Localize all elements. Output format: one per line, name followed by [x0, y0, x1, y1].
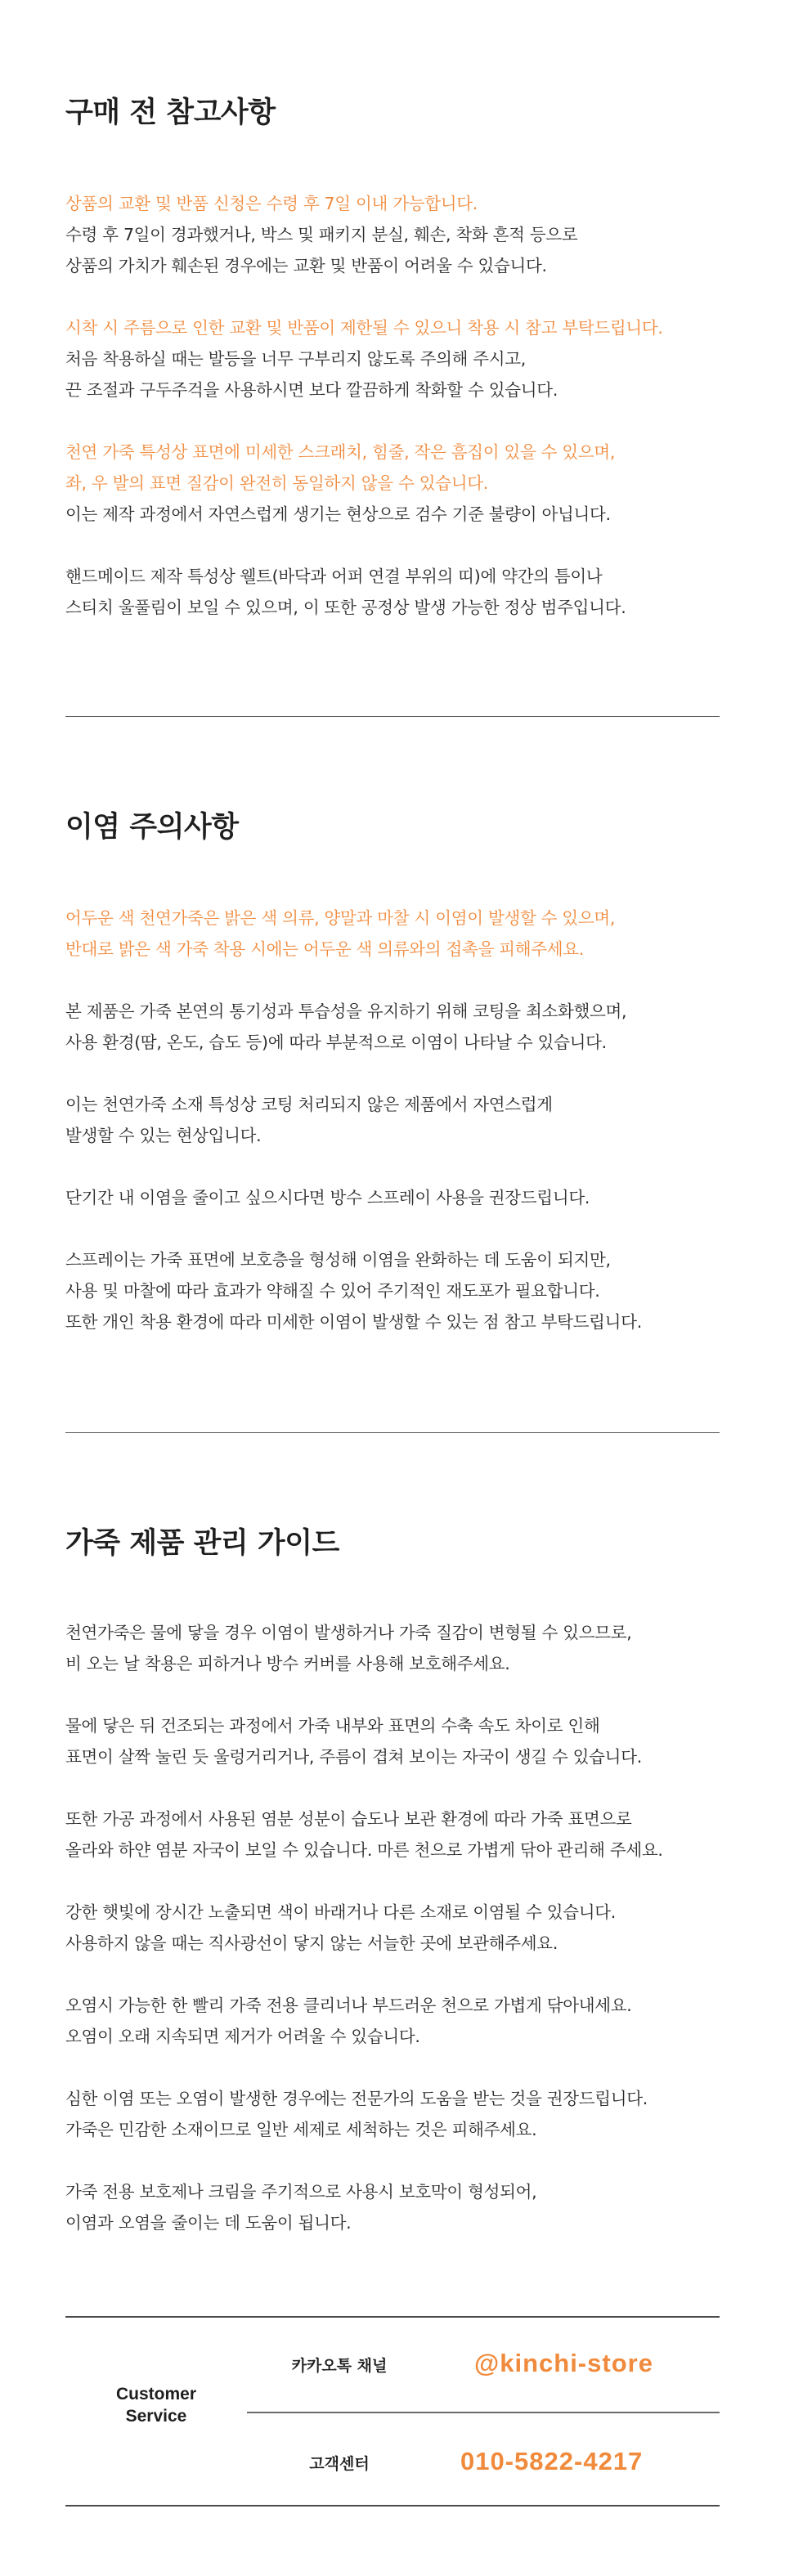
- section-title-care-guide: 가죽 제품 관리 가이드: [65, 1527, 339, 1560]
- kakao-channel-link[interactable]: @kinchi-store: [474, 2349, 653, 2377]
- text-line: 발생할 수 있는 현상입니다.: [65, 1126, 262, 1145]
- text-line: 스티치 울풀림이 보일 수 있으며, 이 또한 공정상 발생 가능한 정상 범주입니다.: [65, 598, 626, 617]
- text-line: 사용하지 않을 때는 직사광선이 닿지 않는 서늘한 곳에 보관해주세요.: [65, 1933, 558, 1953]
- section-divider: [65, 1432, 720, 1433]
- paragraph: [65, 1803, 720, 1866]
- highlight-text-line: 천연 가죽 특성상 표면에 미세한 스크래치, 힘줄, 작은 흠집이 있을 수 있으며,: [65, 442, 616, 462]
- text-line: 올라와 하얀 염분 자국이 보일 수 있습니다. 마른 천으로 가볍게 닦아 관리해 주세요.: [65, 1840, 663, 1860]
- customer-service-label: [65, 2383, 247, 2427]
- text-line: 또한 가공 과정에서 사용된 염분 성분이 습도나 보관 환경에 따라 가죽 표면으로: [65, 1809, 632, 1829]
- paragraph: [65, 1182, 720, 1213]
- section-title-color-transfer: 이염 주의사항: [65, 811, 239, 844]
- text-line: 이는 천연가죽 소재 특성상 코팅 처리되지 않은 제품에서 자연스럽게: [65, 1095, 553, 1114]
- highlight-text-line: 시착 시 주름으로 인한 교환 및 반품이 제한될 수 있으니 착용 시 참고 부탁드립니다.: [65, 318, 663, 338]
- paragraph: [65, 437, 720, 530]
- text-line: 이염과 오염을 줄이는 데 도움이 됩니다.: [65, 2213, 352, 2233]
- paragraph: [65, 1244, 720, 1337]
- kakao-channel-label: 카카오톡 채널: [291, 2357, 388, 2375]
- text-line: 단기간 내 이염을 줄이고 싶으시다면 방수 스프레이 사용을 권장드립니다.: [65, 1188, 590, 1207]
- color-transfer-body: [65, 903, 720, 1337]
- paragraph: [65, 1089, 720, 1151]
- section-title-purchase-notes: 구매 전 참고사항: [65, 96, 276, 129]
- paragraph: [65, 188, 720, 281]
- highlight-text-line: 좌, 우 발의 표면 질감이 완전히 동일하지 않을 수 있습니다.: [65, 473, 488, 493]
- text-line: 사용 환경(땀, 온도, 습도 등)에 따라 부분적으로 이염이 나타날 수 있습니다.: [65, 1033, 607, 1052]
- text-line: 사용 및 마찰에 따라 효과가 약해질 수 있어 주기적인 재도포가 필요합니다.: [65, 1281, 600, 1301]
- paragraph: [65, 1710, 720, 1772]
- paragraph: [65, 561, 720, 623]
- customer-service-label-line1: Customer: [115, 2385, 197, 2404]
- text-line: 이는 제작 과정에서 자연스럽게 생기는 현상으로 검수 기준 불량이 아닙니다.: [65, 504, 611, 524]
- paragraph: [65, 996, 720, 1058]
- paragraph: [65, 1897, 720, 1959]
- highlight-text-line: 반대로 밝은 색 가죽 착용 시에는 어두운 색 의류와의 접촉을 피해주세요.: [65, 939, 584, 959]
- text-line: 끈 조절과 구두주걱을 사용하시면 보다 깔끔하게 착화할 수 있습니다.: [65, 380, 558, 400]
- paragraph: [65, 2083, 720, 2145]
- section-divider: [65, 716, 720, 717]
- text-line: 핸드메이드 제작 특성상 웰트(바닥과 어퍼 연결 부위의 띠)에 약간의 틈이나: [65, 567, 603, 586]
- purchase-notes-body: [65, 188, 720, 623]
- table-top-border: [65, 2316, 720, 2318]
- table-bottom-border: [65, 2505, 720, 2507]
- paragraph: [65, 2176, 720, 2238]
- text-line: 가죽 전용 보호제나 크림을 주기적으로 사용시 보호막이 형성되어,: [65, 2182, 537, 2202]
- highlight-text-line: 상품의 교환 및 반품 신청은 수령 후 7일 이내 가능합니다.: [65, 194, 478, 213]
- care-guide-body: [65, 1617, 720, 2238]
- text-line: 비 오는 날 착용은 피하거나 방수 커버를 사용해 보호해주세요.: [65, 1654, 510, 1673]
- text-line: 심한 이염 또는 오염이 발생한 경우에는 전문가의 도움을 받는 것을 권장드립니다.: [65, 2089, 648, 2108]
- text-line: 스프레이는 가죽 표면에 보호층을 형성해 이염을 완화하는 데 도움이 되지만,: [65, 1250, 611, 1270]
- text-line: 오염시 가능한 한 빨리 가죽 전용 클리너나 부드러운 천으로 가볍게 닦아내세요.: [65, 1996, 632, 2015]
- text-line: 처음 착용하실 때는 발등을 너무 구부리지 않도록 주의해 주시고,: [65, 349, 527, 369]
- text-line: 강한 햇빛에 장시간 노출되면 색이 바래거나 다른 소재로 이염될 수 있습니다.: [65, 1902, 616, 1922]
- table-row-divider: [247, 2412, 720, 2413]
- text-line: 상품의 가치가 훼손된 경우에는 교환 및 반품이 어려울 수 있습니다.: [65, 256, 547, 276]
- text-line: 오염이 오래 지속되면 제거가 어려울 수 있습니다.: [65, 2027, 420, 2046]
- paragraph: [65, 312, 720, 405]
- text-line: 가죽은 민감한 소재이므로 일반 세제로 세척하는 것은 피해주세요.: [65, 2120, 537, 2139]
- call-center-label: 고객센터: [309, 2455, 370, 2473]
- text-line: 수령 후 7일이 경과했거나, 박스 및 패키지 분실, 훼손, 착화 흔적 등으로: [65, 225, 578, 244]
- paragraph: [65, 903, 720, 965]
- text-line: 본 제품은 가죽 본연의 통기성과 투습성을 유지하기 위해 코팅을 최소화했으며,: [65, 1001, 627, 1021]
- call-center-phone[interactable]: 010-5822-4217: [460, 2447, 644, 2475]
- customer-service-label-line2: Service: [125, 2407, 187, 2426]
- text-line: 또한 개인 착용 환경에 따라 미세한 이염이 발생할 수 있는 점 참고 부탁드립니다.: [65, 1312, 642, 1332]
- text-line: 물에 닿은 뒤 건조되는 과정에서 가죽 내부와 표면의 수축 속도 차이로 인해: [65, 1716, 600, 1736]
- paragraph: [65, 1990, 720, 2052]
- text-line: 천연가죽은 물에 닿을 경우 이염이 발생하거나 가죽 질감이 변형될 수 있으므로,: [65, 1623, 632, 1642]
- text-line: 표면이 살짝 눌린 듯 울렁거리거나, 주름이 겹쳐 보이는 자국이 생길 수 있습니다.: [65, 1747, 642, 1767]
- customer-service-table: [65, 2316, 720, 2507]
- highlight-text-line: 어두운 색 천연가죽은 밝은 색 의류, 양말과 마찰 시 이염이 발생할 수 있으며,: [65, 908, 616, 928]
- paragraph: [65, 1617, 720, 1679]
